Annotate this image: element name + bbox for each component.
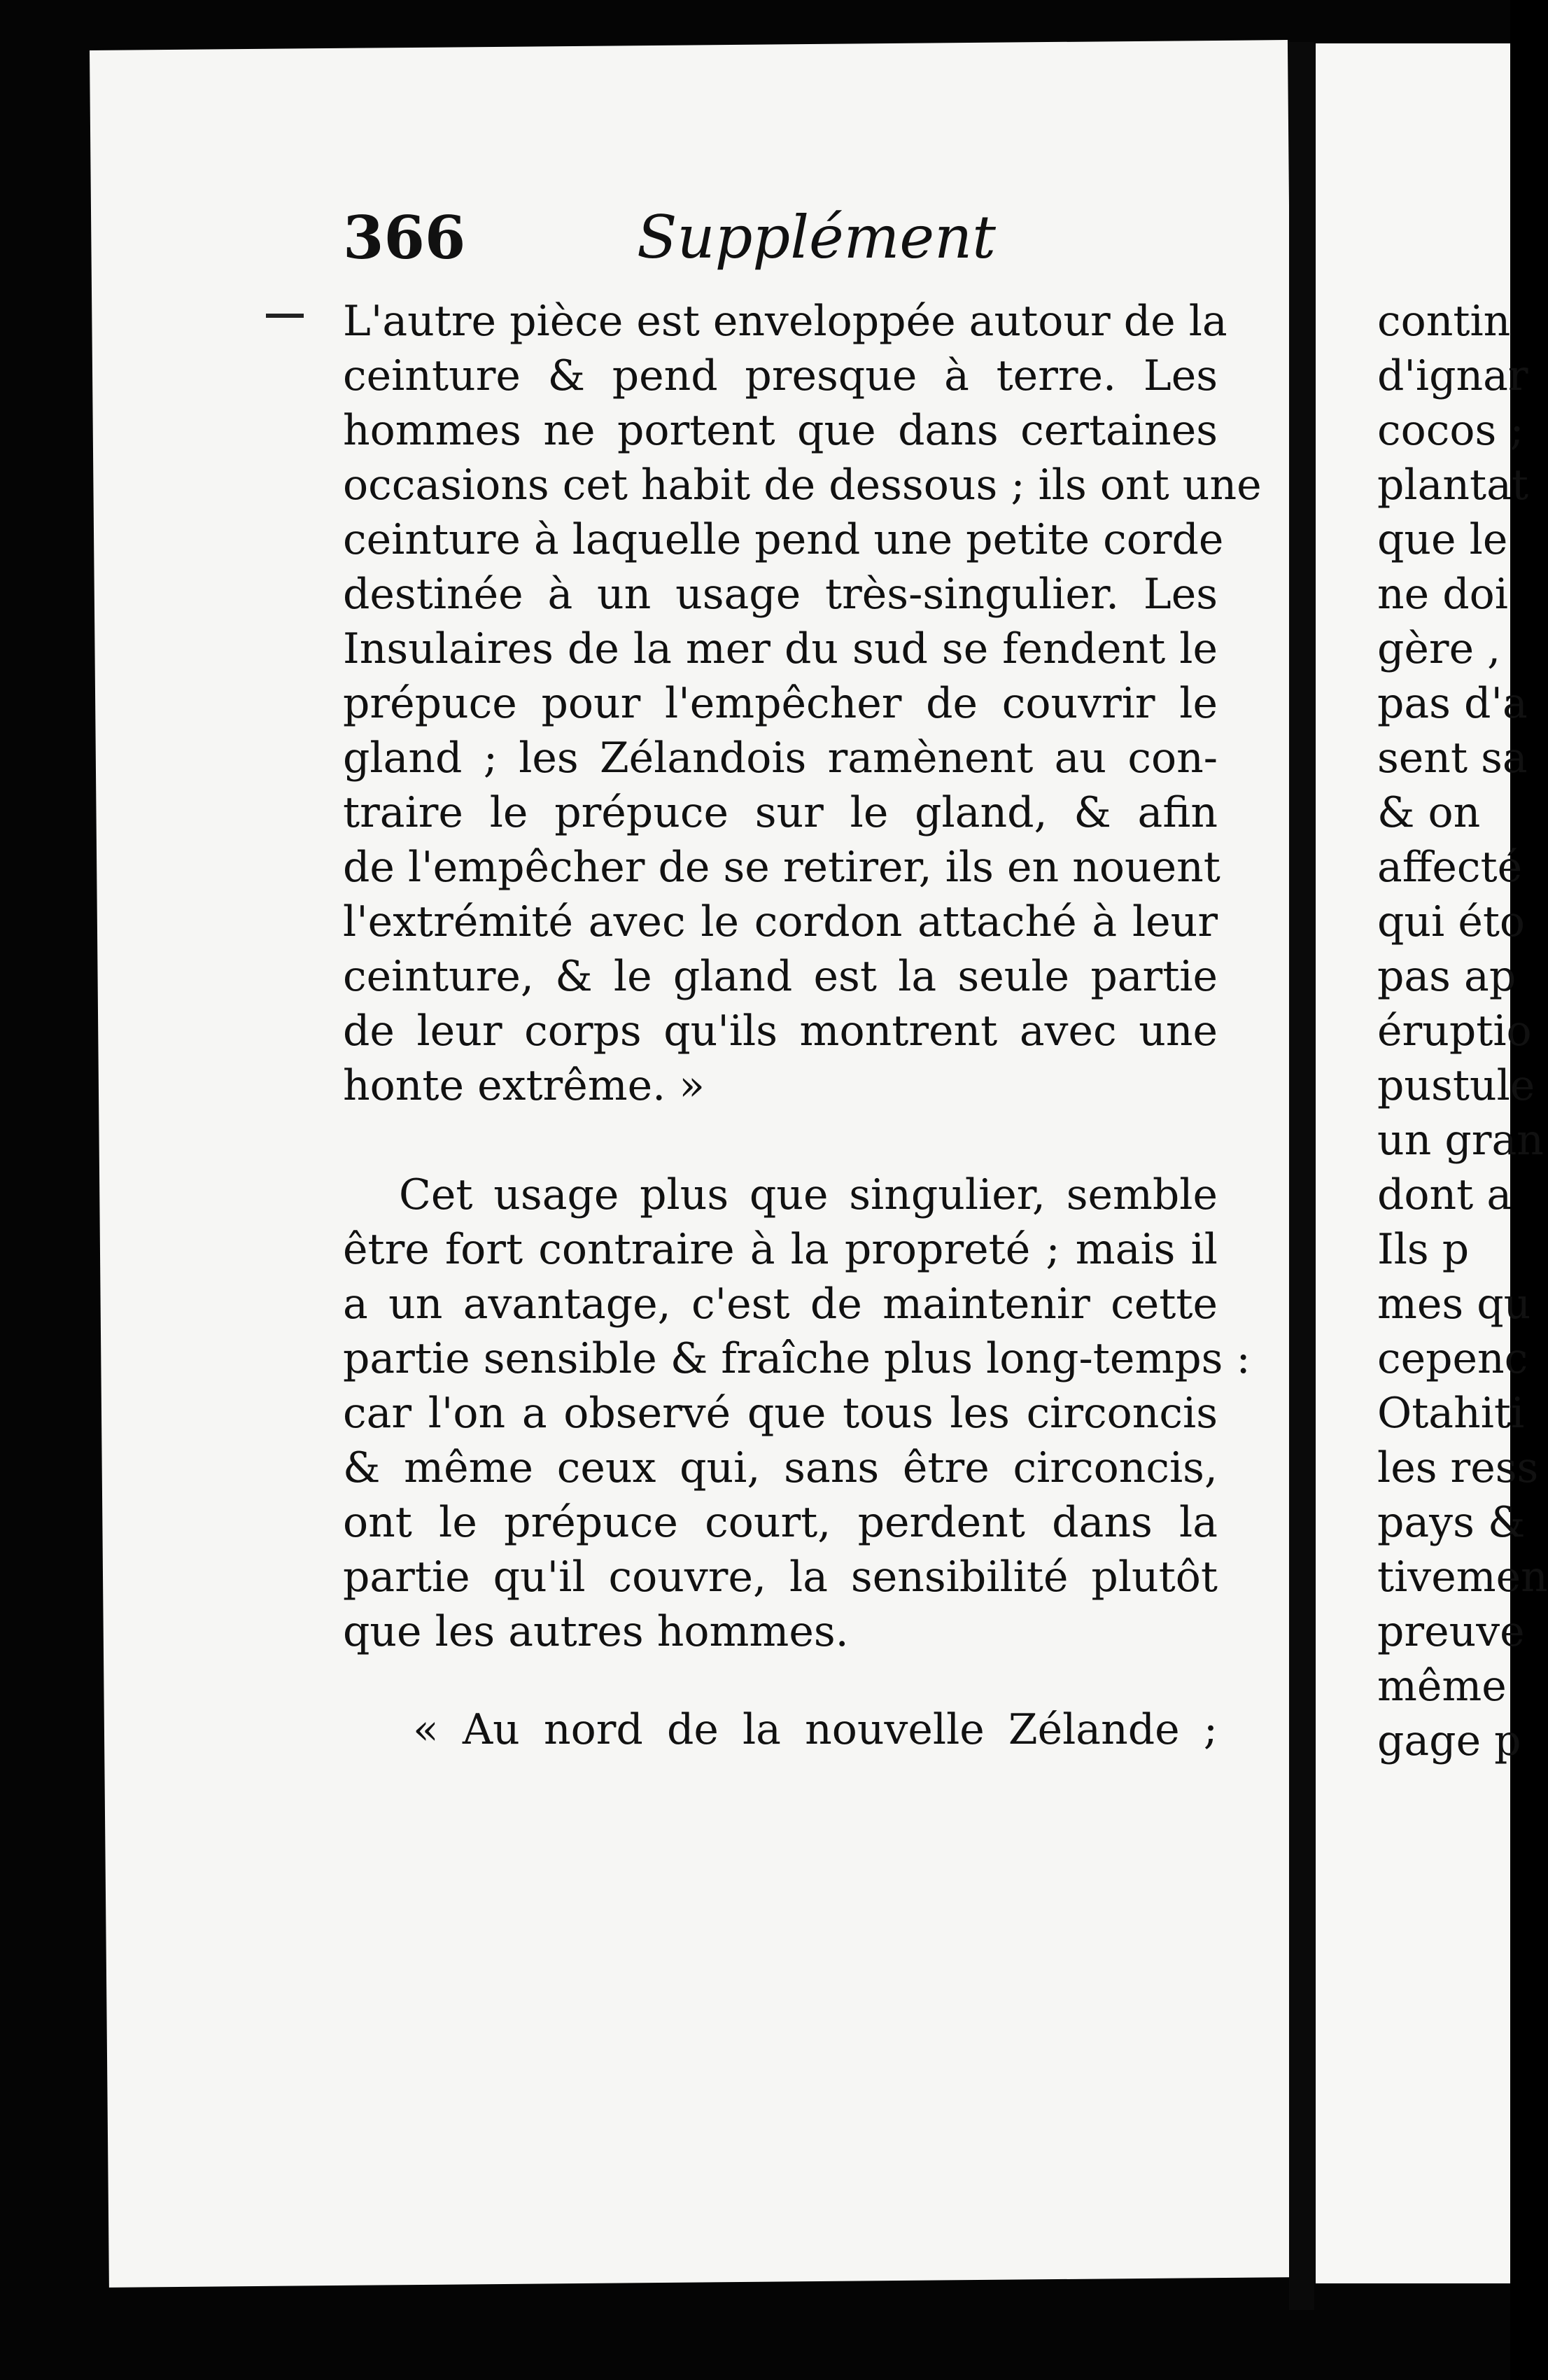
book-gutter [1289,42,1314,2310]
text-line: gland ; les Zélandois ramènent au con- [343,734,1218,783]
facing-line: & on [1377,788,1481,837]
page-number: 366 [343,203,466,272]
facing-line: les ress [1377,1443,1539,1492]
running-head [343,203,1225,280]
text-line: être fort contraire à la propreté ; mais il [343,1225,1218,1274]
facing-line: d'ignar [1377,351,1528,400]
main-text [343,294,1262,1757]
paragraph-3 [343,1702,1218,1757]
facing-line: plantat [1377,461,1529,510]
facing-line: Otahiti [1377,1389,1525,1438]
text-line: destinée à un usage très-singulier. Les [343,570,1218,619]
text-line: partie sensible & fraîche plus long-temps : [343,1334,1251,1383]
facing-line: éruptio [1377,1007,1532,1056]
margin-dash-mark [266,314,304,318]
text-line: ceinture, & le gland est la seule partie [343,952,1218,1001]
facing-line: pas ap [1377,952,1517,1001]
text-line: l'extrémité avec le cordon attaché à leur [343,897,1218,946]
facing-line: que le [1377,515,1508,564]
text-line: L'autre pièce est enveloppée autour de la [343,297,1227,346]
text-line: honte extrême. » [343,1061,705,1110]
text-line: Cet usage plus que singulier, semble [399,1170,1218,1219]
text-line: que les autres hommes. [343,1607,849,1656]
facing-line: pas d'a [1377,679,1528,728]
text-line: ceinture à laquelle pend une petite corde [343,515,1224,564]
facing-line: même [1377,1662,1507,1711]
running-title: Supplément [637,203,996,272]
text-line: « Au nord de la nouvelle Zélande ; [413,1705,1218,1754]
text-line: partie qu'il couvre, la sensibilité plutôt [343,1553,1218,1602]
text-line: occasions cet habit de dessous ; ils ont une [343,461,1262,510]
text-line: Insulaires de la mer du sud se fendent le [343,624,1218,673]
text-line: traire le prépuce sur le gland, & afin [343,788,1218,837]
text-line: hommes ne portent que dans certaines [343,406,1218,455]
facing-line: sent sa [1377,734,1528,783]
facing-line: ne doi [1377,570,1508,619]
text-line: & même ceux qui, sans être circoncis, [343,1443,1218,1492]
facing-line: cepenc [1377,1334,1528,1383]
paragraph-2 [343,1168,1251,1659]
facing-page-text [1377,294,1548,1768]
facing-line: mes qu [1377,1280,1531,1329]
text-line: ont le prépuce court, perdent dans la [343,1498,1218,1547]
paragraph-1 [343,294,1262,1113]
facing-line: preuve [1377,1607,1525,1656]
text-line: ceinture & pend presque à terre. Les [343,351,1218,400]
facing-line: gage p [1377,1716,1521,1765]
facing-line: cocos ; [1377,406,1524,455]
facing-line: contin [1377,297,1511,346]
facing-page-clip [1316,42,1548,2296]
facing-line: Ils p [1377,1225,1470,1274]
text-line: a un avantage, c'est de maintenir cette [343,1280,1218,1329]
facing-line: pays & [1377,1498,1526,1547]
facing-line: gère , [1377,624,1501,673]
facing-line: affecté [1377,843,1523,892]
facing-line: un gran [1377,1116,1544,1165]
text-line: de l'empêcher de se retirer, ils en nouent [343,843,1220,892]
facing-line: qui éto [1377,897,1526,946]
text-line: prépuce pour l'empêcher de couvrir le [343,679,1218,728]
facing-line: pustule [1377,1061,1535,1110]
facing-line: tivemen [1377,1553,1548,1602]
facing-line: dont a [1377,1170,1512,1219]
text-line: car l'on a observé que tous les circoncis [343,1389,1218,1438]
text-line: de leur corps qu'ils montrent avec une [343,1007,1218,1056]
